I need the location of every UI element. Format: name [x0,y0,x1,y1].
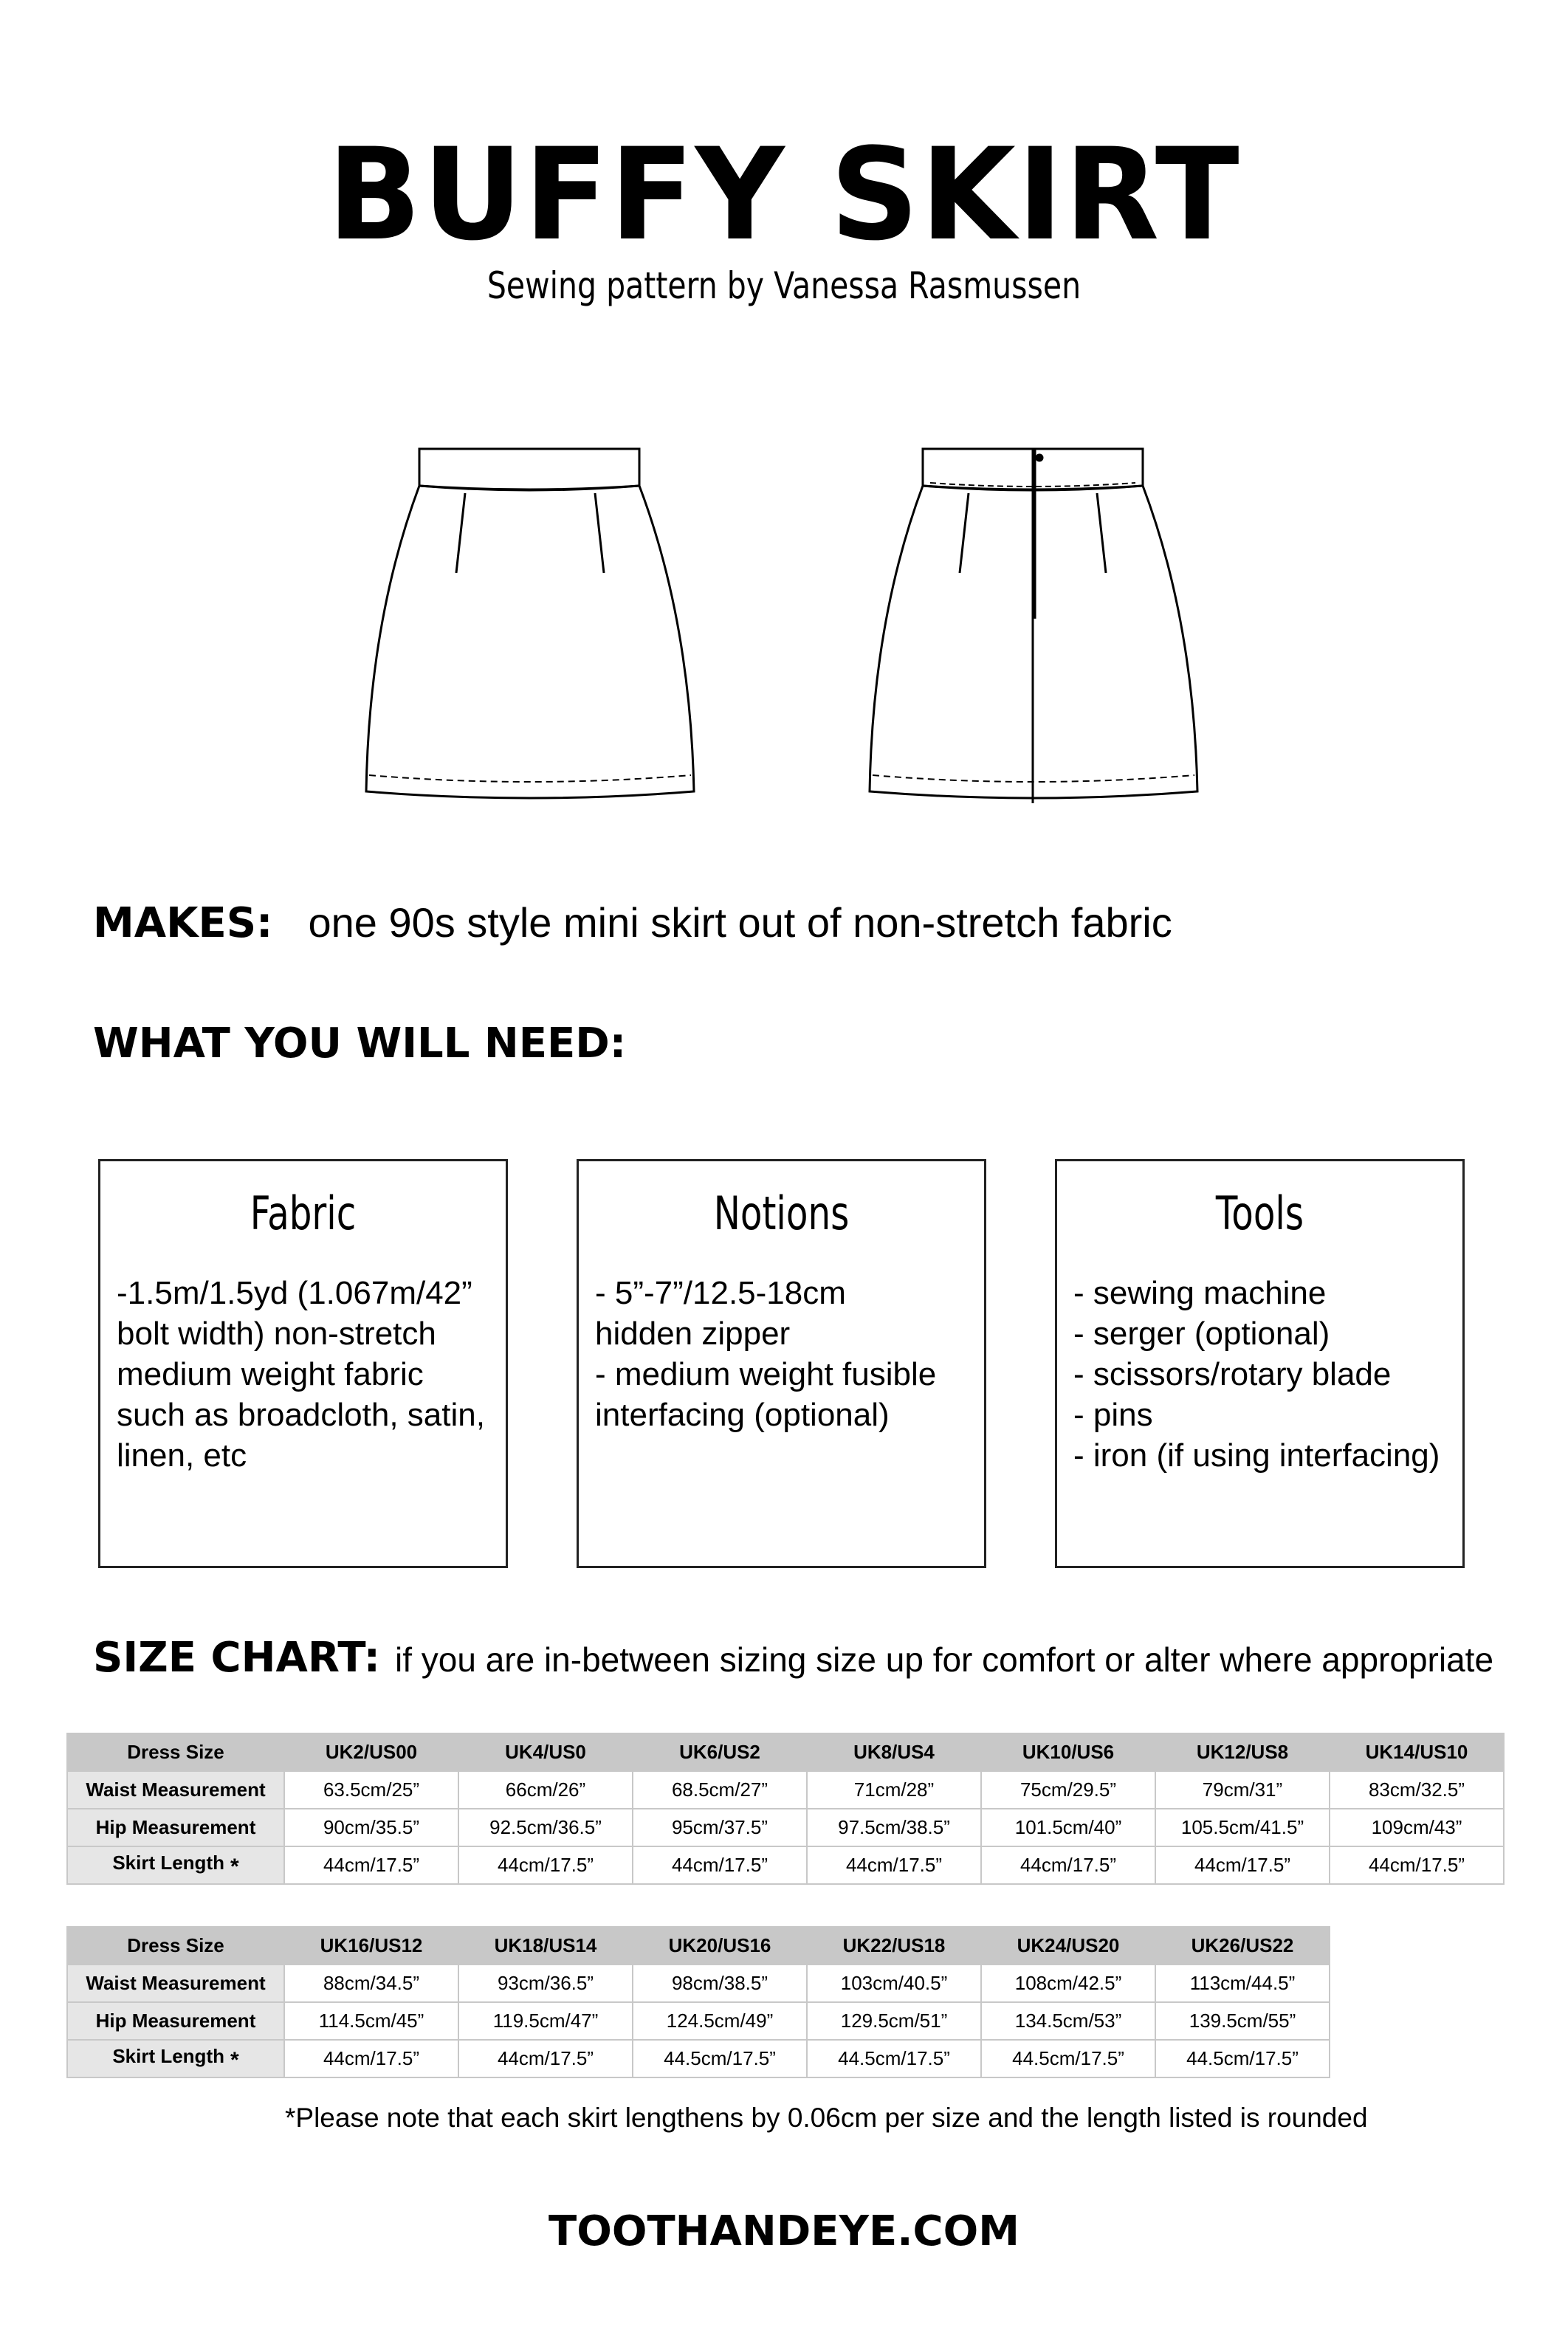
waist-cell: 79cm/31” [1155,1771,1330,1809]
hip-cell: 109cm/43” [1330,1809,1504,1846]
hip-cell: 134.5cm/53” [981,2002,1155,2040]
page-subtitle: Sewing pattern by Vanessa Rasmussen [486,264,1082,307]
asterisk: * [230,1854,239,1879]
asterisk: * [230,2047,239,2072]
hip-cell: 97.5cm/38.5” [807,1809,981,1846]
length-cell: 44cm/17.5” [633,1846,807,1884]
size-cell: UK2/US00 [284,1733,458,1771]
waist-cell: 71cm/28” [807,1771,981,1809]
length-cell: 44cm/17.5” [458,1846,633,1884]
hip-cell: 129.5cm/51” [807,2002,981,2040]
size-cell: UK4/US0 [458,1733,633,1771]
dress-size-row [67,1927,1330,1965]
length-cell: 44cm/17.5” [458,2040,633,2077]
waist-cell: 103cm/40.5” [807,1965,981,2002]
size-cell: UK12/US8 [1155,1733,1330,1771]
size-cell: UK26/US22 [1155,1927,1330,1965]
waist-cell: 68.5cm/27” [633,1771,807,1809]
skirt-back-illustration [870,449,1197,803]
row-label-length-text: Skirt Length [112,2044,224,2067]
length-cell: 44cm/17.5” [1155,1846,1330,1884]
hip-row [67,2002,1330,2040]
size-cell: UK22/US18 [807,1927,981,1965]
length-cell: 44cm/17.5” [284,2040,458,2077]
size-cell: UK16/US12 [284,1927,458,1965]
row-label-dress-size: Dress Size [67,1927,284,1965]
size-chart-table-2 [66,1926,1330,2078]
size-cell: UK18/US14 [458,1927,633,1965]
makes-label: MAKES: [93,899,273,947]
row-label-waist: Waist Measurement [67,1771,284,1809]
tools-box-title: Tools [1215,1186,1304,1240]
waist-row [67,1965,1330,2002]
row-label-dress-size: Dress Size [67,1733,284,1771]
length-row [67,1846,1504,1884]
hip-cell: 95cm/37.5” [633,1809,807,1846]
page-title: BUFFY SKIRT [327,120,1241,269]
hip-cell: 124.5cm/49” [633,2002,807,2040]
row-label-length-text: Skirt Length [112,1851,224,1874]
makes-section [93,899,1172,947]
size-chart-text: if you are in-between sizing size up for comfort or alter where appropriate [394,1640,1494,1679]
notions-box-body: - 5”-7”/12.5-18cm hidden zipper - medium weight fusible interfacing (optional) [595,1275,937,1433]
size-cell: UK8/US4 [807,1733,981,1771]
hip-cell: 92.5cm/36.5” [458,1809,633,1846]
length-cell: 44cm/17.5” [981,1846,1155,1884]
hip-cell: 119.5cm/47” [458,2002,633,2040]
notions-box-title: Notions [713,1186,850,1240]
size-chart-table-1 [66,1733,1505,1885]
size-cell: UK10/US6 [981,1733,1155,1771]
hip-cell: 105.5cm/41.5” [1155,1809,1330,1846]
row-label-hip: Hip Measurement [67,2002,284,2040]
length-row [67,2040,1330,2077]
waist-cell: 113cm/44.5” [1155,1965,1330,2002]
hip-cell: 90cm/35.5” [284,1809,458,1846]
length-cell: 44.5cm/17.5” [981,2040,1155,2077]
makes-text: one 90s style mini skirt out of non-stretch fabric [308,899,1172,946]
length-cell: 44.5cm/17.5” [807,2040,981,2077]
waist-cell: 66cm/26” [458,1771,633,1809]
notions-box [577,1159,986,1568]
website-link[interactable]: TOOTHANDEYE.COM [549,2207,1019,2255]
row-label-hip: Hip Measurement [67,1809,284,1846]
hip-cell: 101.5cm/40” [981,1809,1155,1846]
waist-cell: 93cm/36.5” [458,1965,633,2002]
hip-row [67,1809,1504,1846]
row-label-length [67,2040,284,2077]
row-label-length [67,1846,284,1884]
waist-cell: 88cm/34.5” [284,1965,458,2002]
size-chart-section [93,1634,1494,1682]
size-chart-label: SIZE CHART: [93,1634,380,1682]
waist-cell: 75cm/29.5” [981,1771,1155,1809]
hip-cell: 114.5cm/45” [284,2002,458,2040]
waist-cell: 83cm/32.5” [1330,1771,1504,1809]
waist-row [67,1771,1504,1809]
fabric-box-body: -1.5m/1.5yd (1.067m/42” bolt width) non-stretch medium weight fabric such as broadcloth, satin, linen, etc [117,1275,485,1474]
what-you-need-heading: WHAT YOU WILL NEED: [93,1020,627,1068]
skirt-illustrations [0,428,1568,827]
dress-size-row [67,1733,1504,1771]
sizing-note: *Please note that each skirt lengthens by 0.06cm per size and the length listed is rounded [285,2103,1368,2133]
size-cell: UK24/US20 [981,1927,1155,1965]
waist-cell: 63.5cm/25” [284,1771,458,1809]
length-cell: 44.5cm/17.5” [1155,2040,1330,2077]
length-cell: 44.5cm/17.5” [633,2040,807,2077]
fabric-box [98,1159,508,1568]
tools-box [1055,1159,1465,1568]
fabric-box-title: Fabric [250,1186,357,1240]
length-cell: 44cm/17.5” [1330,1846,1504,1884]
hip-cell: 139.5cm/55” [1155,2002,1330,2040]
tools-box-body: - sewing machine - serger (optional) - scissors/rotary blade - pins - iron (if using interfacing) [1073,1275,1440,1474]
length-cell: 44cm/17.5” [807,1846,981,1884]
length-cell: 44cm/17.5” [284,1846,458,1884]
row-label-waist: Waist Measurement [67,1965,284,2002]
waist-cell: 108cm/42.5” [981,1965,1155,2002]
skirt-front-illustration [366,449,694,798]
size-cell: UK20/US16 [633,1927,807,1965]
size-cell: UK6/US2 [633,1733,807,1771]
size-cell: UK14/US10 [1330,1733,1504,1771]
waist-cell: 98cm/38.5” [633,1965,807,2002]
